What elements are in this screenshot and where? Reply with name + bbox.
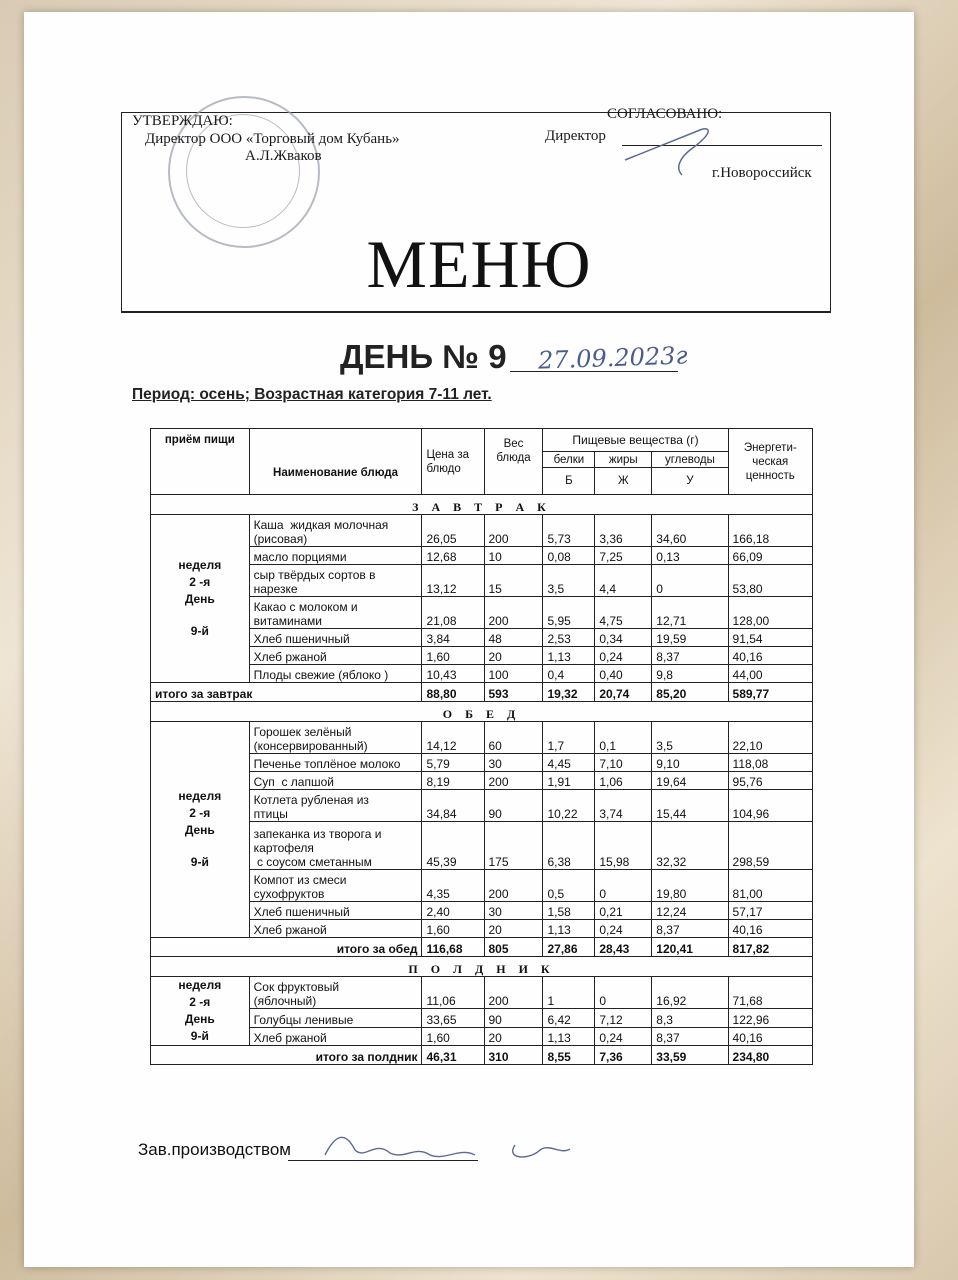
total-b: 8,55 bbox=[543, 1046, 595, 1065]
meal-group-label bbox=[151, 515, 250, 683]
cell-b: 6,42 bbox=[543, 1009, 595, 1027]
cell-weight: 200 bbox=[484, 597, 543, 629]
table-row bbox=[151, 754, 813, 772]
dish-name-line: сыр твёрдых сортов в bbox=[253, 568, 376, 582]
total-weight: 310 bbox=[484, 1046, 543, 1065]
cell-e: 22,10 bbox=[728, 722, 812, 754]
cell-b: 6,38 bbox=[543, 822, 595, 870]
col-header-nutrients: Пищевые вещества (г) bbox=[543, 429, 728, 452]
cell-f: 7,12 bbox=[595, 1009, 652, 1027]
cell-f: 0,24 bbox=[595, 920, 652, 938]
cell-weight: 200 bbox=[484, 515, 543, 547]
cell-e: 122,96 bbox=[728, 1009, 812, 1027]
cell-b: 1,58 bbox=[543, 902, 595, 920]
cell-price: 1,60 bbox=[422, 1027, 484, 1045]
total-row bbox=[151, 683, 813, 702]
dish-name-line: Какао с молоком и bbox=[253, 600, 358, 614]
cell-weight: 48 bbox=[484, 629, 543, 647]
dish-name-line: Хлеб ржаной bbox=[253, 650, 327, 664]
cell-f: 7,25 bbox=[595, 547, 652, 565]
dish-name-line: сухофруктов bbox=[253, 887, 325, 901]
cell-weight: 200 bbox=[484, 772, 543, 790]
cell-price: 2,40 bbox=[422, 902, 484, 920]
table-row bbox=[151, 772, 813, 790]
cell-f: 0,24 bbox=[595, 1027, 652, 1045]
cell-e: 298,59 bbox=[728, 822, 812, 870]
cell-price: 3,84 bbox=[422, 629, 484, 647]
cell-c: 32,32 bbox=[652, 822, 728, 870]
cell-weight: 60 bbox=[484, 722, 543, 754]
cell-b: 3,5 bbox=[543, 565, 595, 597]
total-price: 88,80 bbox=[422, 683, 484, 702]
cell-c: 3,5 bbox=[652, 722, 728, 754]
cell-b: 5,95 bbox=[543, 597, 595, 629]
table-row bbox=[151, 870, 813, 902]
col-header-dish: Наименование блюда bbox=[249, 429, 422, 495]
total-c: 85,20 bbox=[652, 683, 728, 702]
dish-name-line: витаминами bbox=[253, 614, 322, 628]
dish-name bbox=[249, 790, 422, 822]
footer-label: Зав.производством bbox=[138, 1140, 291, 1159]
dish-name bbox=[249, 515, 422, 547]
group-label-line: День bbox=[184, 592, 215, 606]
total-e: 589,77 bbox=[728, 683, 812, 702]
cell-c: 8,37 bbox=[652, 1027, 728, 1045]
cell-b: 1,13 bbox=[543, 920, 595, 938]
dish-name-line: Печенье топлёное молоко bbox=[253, 757, 401, 771]
cell-price: 11,06 bbox=[422, 977, 484, 1009]
dish-name-line: Хлеб ржаной bbox=[253, 1031, 327, 1045]
cell-f: 0,21 bbox=[595, 902, 652, 920]
cell-weight: 30 bbox=[484, 754, 543, 772]
dish-name-line: (яблочный) bbox=[253, 994, 317, 1009]
group-label-line: неделя bbox=[178, 789, 222, 803]
approve-position: Директор ООО «Торговый дом Кубань» bbox=[145, 131, 400, 147]
cell-b: 0,5 bbox=[543, 870, 595, 902]
total-price: 46,31 bbox=[422, 1046, 484, 1065]
cell-e: 40,16 bbox=[728, 1027, 812, 1045]
cell-e: 91,54 bbox=[728, 629, 812, 647]
dish-name bbox=[249, 902, 422, 920]
total-f: 20,74 bbox=[595, 683, 652, 702]
table-row bbox=[151, 790, 813, 822]
meal-group-label bbox=[151, 977, 250, 1046]
cell-b: 10,22 bbox=[543, 790, 595, 822]
cell-b: 1,13 bbox=[543, 1027, 595, 1045]
total-e: 234,80 bbox=[728, 1046, 812, 1065]
cell-price: 12,68 bbox=[422, 547, 484, 565]
cell-c: 0 bbox=[652, 565, 728, 597]
table-row bbox=[151, 647, 813, 665]
total-e: 817,82 bbox=[728, 938, 812, 957]
dish-name-line: с соусом сметанным bbox=[253, 855, 372, 869]
cell-price: 45,39 bbox=[422, 822, 484, 870]
cell-price: 34,84 bbox=[422, 790, 484, 822]
cell-e: 40,16 bbox=[728, 920, 812, 938]
cell-weight: 20 bbox=[484, 1027, 543, 1045]
cell-b: 1,7 bbox=[543, 722, 595, 754]
dish-name-line: картофеля bbox=[253, 841, 314, 855]
table-row bbox=[151, 1009, 813, 1027]
cell-c: 0,13 bbox=[652, 547, 728, 565]
col-header-fat: жиры bbox=[595, 452, 652, 468]
cell-b: 1,91 bbox=[543, 772, 595, 790]
dish-name bbox=[249, 754, 422, 772]
table-row bbox=[151, 629, 813, 647]
dish-name-line: Компот из смеси bbox=[253, 873, 347, 887]
total-b: 19,32 bbox=[543, 683, 595, 702]
cell-price: 33,65 bbox=[422, 1009, 484, 1027]
cell-weight: 90 bbox=[484, 790, 543, 822]
col-header-weight: Вес блюда bbox=[484, 429, 543, 495]
cell-weight: 30 bbox=[484, 902, 543, 920]
cell-f: 4,75 bbox=[595, 597, 652, 629]
cell-c: 15,44 bbox=[652, 790, 728, 822]
table-row bbox=[151, 565, 813, 597]
group-label-line: неделя bbox=[178, 558, 222, 572]
dish-name bbox=[249, 629, 422, 647]
group-label-line bbox=[155, 608, 245, 623]
cell-e: 95,76 bbox=[728, 772, 812, 790]
group-label-line: неделя bbox=[178, 978, 222, 992]
total-weight: 805 bbox=[484, 938, 543, 957]
agreed-title: СОГЛАСОВАНО: bbox=[607, 106, 723, 122]
cell-f: 0,40 bbox=[595, 665, 652, 683]
cell-price: 21,08 bbox=[422, 597, 484, 629]
cell-f: 0,24 bbox=[595, 647, 652, 665]
period-line bbox=[132, 386, 492, 404]
col-header-energy: Энергети-ческая ценность bbox=[728, 429, 812, 495]
group-label-line: 9-й bbox=[190, 1029, 209, 1043]
col-header-protein: белки bbox=[543, 452, 595, 468]
production-head-signature bbox=[315, 1125, 575, 1170]
cell-f: 0,34 bbox=[595, 629, 652, 647]
dish-name-line: запеканка из творога и bbox=[253, 827, 382, 841]
dish-name-line: нарезке bbox=[253, 582, 298, 596]
cell-e: 44,00 bbox=[728, 665, 812, 683]
table-row bbox=[151, 822, 813, 870]
cell-c: 19,64 bbox=[652, 772, 728, 790]
agreed-position: Директор bbox=[545, 128, 606, 144]
cell-f: 3,36 bbox=[595, 515, 652, 547]
group-label-line: День bbox=[184, 1012, 215, 1026]
cell-f: 0 bbox=[595, 977, 652, 1009]
page-title: МЕНЮ bbox=[366, 226, 592, 302]
cell-weight: 200 bbox=[484, 977, 543, 1009]
cell-weight: 15 bbox=[484, 565, 543, 597]
dish-name-line: (консервированный) bbox=[253, 739, 368, 753]
cell-price: 8,19 bbox=[422, 772, 484, 790]
dish-name bbox=[249, 665, 422, 683]
table-row bbox=[151, 665, 813, 683]
col-header-carbs: углеводы bbox=[652, 452, 728, 468]
section-title-breakfast: З А В Т Р А К bbox=[151, 495, 813, 515]
dish-name bbox=[249, 565, 422, 597]
cell-b: 0,08 bbox=[543, 547, 595, 565]
col-header-price: Цена за блюдо bbox=[422, 429, 484, 495]
col-header-zh: Ж bbox=[595, 468, 652, 495]
cell-c: 16,92 bbox=[652, 977, 728, 1009]
dish-name-line: масло порциями bbox=[253, 550, 347, 564]
dish-name bbox=[249, 597, 422, 629]
section-title-snack: П О Л Д Н И К bbox=[151, 957, 813, 977]
cell-b: 2,53 bbox=[543, 629, 595, 647]
table-row bbox=[151, 722, 813, 754]
cell-b: 5,73 bbox=[543, 515, 595, 547]
cell-f: 4,4 bbox=[595, 565, 652, 597]
total-label: итого за полдник bbox=[151, 1046, 422, 1065]
total-c: 33,59 bbox=[652, 1046, 728, 1065]
dish-name-line: Котлета рубленая из bbox=[253, 793, 369, 807]
cell-f: 0,1 bbox=[595, 722, 652, 754]
approve-name: А.Л.Жваков bbox=[245, 148, 322, 164]
cell-e: 81,00 bbox=[728, 870, 812, 902]
total-label: итого за обед bbox=[151, 938, 422, 957]
cell-weight: 10 bbox=[484, 547, 543, 565]
dish-name bbox=[249, 547, 422, 565]
group-label-line: 9-й bbox=[190, 855, 209, 869]
dish-name bbox=[249, 920, 422, 938]
cell-price: 13,12 bbox=[422, 565, 484, 597]
cell-f: 1,06 bbox=[595, 772, 652, 790]
total-b: 27,86 bbox=[543, 938, 595, 957]
approve-title: УТВЕРЖДАЮ: bbox=[132, 113, 233, 129]
table-row bbox=[151, 515, 813, 547]
cell-weight: 200 bbox=[484, 870, 543, 902]
cell-c: 8,37 bbox=[652, 920, 728, 938]
day-label: ДЕНЬ № 9 bbox=[340, 338, 507, 375]
total-c: 120,41 bbox=[652, 938, 728, 957]
cell-f: 15,98 bbox=[595, 822, 652, 870]
dish-name bbox=[249, 822, 422, 870]
dish-name bbox=[249, 1009, 422, 1027]
cell-price: 10,43 bbox=[422, 665, 484, 683]
dish-name-line: Голубцы ленивые bbox=[253, 1012, 354, 1027]
total-row bbox=[151, 938, 813, 957]
cell-c: 34,60 bbox=[652, 515, 728, 547]
cell-b: 4,45 bbox=[543, 754, 595, 772]
cell-price: 1,60 bbox=[422, 647, 484, 665]
dish-name bbox=[249, 977, 422, 1009]
section-title-lunch: О Б Е Д bbox=[151, 702, 813, 722]
col-header-u: У bbox=[652, 468, 728, 495]
cell-price: 5,79 bbox=[422, 754, 484, 772]
cell-e: 66,09 bbox=[728, 547, 812, 565]
handwritten-date: 27.09.2023г bbox=[537, 341, 688, 375]
dish-name-line: Каша жидкая молочная bbox=[253, 518, 389, 532]
meal-group-label bbox=[151, 722, 250, 938]
cell-e: 71,68 bbox=[728, 977, 812, 1009]
total-row bbox=[151, 1046, 813, 1065]
cell-c: 19,80 bbox=[652, 870, 728, 902]
cell-c: 8,3 bbox=[652, 1009, 728, 1027]
group-label-line: День bbox=[184, 823, 215, 837]
cell-weight: 90 bbox=[484, 1009, 543, 1027]
dish-name-line: Хлеб пшеничный bbox=[253, 905, 350, 919]
cell-e: 104,96 bbox=[728, 790, 812, 822]
total-f: 28,43 bbox=[595, 938, 652, 957]
dish-name bbox=[249, 1027, 422, 1045]
col-header-meal: приём пищи bbox=[151, 429, 250, 495]
dish-name-line: Плоды свежие (яблоко ) bbox=[253, 668, 389, 682]
cell-f: 7,10 bbox=[595, 754, 652, 772]
cell-e: 40,16 bbox=[728, 647, 812, 665]
cell-e: 166,18 bbox=[728, 515, 812, 547]
cell-b: 1,13 bbox=[543, 647, 595, 665]
cell-price: 4,35 bbox=[422, 870, 484, 902]
cell-c: 12,71 bbox=[652, 597, 728, 629]
cell-e: 53,80 bbox=[728, 565, 812, 597]
table-row bbox=[151, 547, 813, 565]
cell-c: 12,24 bbox=[652, 902, 728, 920]
cell-price: 26,05 bbox=[422, 515, 484, 547]
cell-e: 118,08 bbox=[728, 754, 812, 772]
total-price: 116,68 bbox=[422, 938, 484, 957]
table-row bbox=[151, 977, 813, 1009]
cell-c: 19,59 bbox=[652, 629, 728, 647]
menu-table bbox=[150, 428, 813, 1065]
dish-name-line: Хлеб пшеничный bbox=[253, 632, 350, 646]
total-weight: 593 bbox=[484, 683, 543, 702]
dish-name bbox=[249, 870, 422, 902]
dish-name bbox=[249, 772, 422, 790]
dish-name bbox=[249, 647, 422, 665]
dish-name-line: Сок фруктовый bbox=[253, 980, 340, 995]
cell-e: 128,00 bbox=[728, 597, 812, 629]
cell-price: 1,60 bbox=[422, 920, 484, 938]
group-label-line: 2 -я bbox=[189, 995, 211, 1009]
title-rule bbox=[121, 311, 831, 313]
dish-name-line: Хлеб ржаной bbox=[253, 923, 327, 937]
cell-weight: 175 bbox=[484, 822, 543, 870]
cell-b: 0,4 bbox=[543, 665, 595, 683]
table-row bbox=[151, 920, 813, 938]
group-label-line: 9-й bbox=[190, 624, 209, 638]
group-label-line: 2 -я bbox=[189, 575, 211, 589]
dish-name-line: птицы bbox=[253, 807, 288, 821]
cell-f: 3,74 bbox=[595, 790, 652, 822]
cell-weight: 100 bbox=[484, 665, 543, 683]
total-f: 7,36 bbox=[595, 1046, 652, 1065]
table-row bbox=[151, 1027, 813, 1045]
total-label: итого за завтрак bbox=[151, 683, 422, 702]
cell-c: 8,37 bbox=[652, 647, 728, 665]
dish-name-line: Горошек зелёный bbox=[253, 725, 352, 739]
cell-price: 14,12 bbox=[422, 722, 484, 754]
group-label-line bbox=[155, 839, 245, 854]
cell-weight: 20 bbox=[484, 647, 543, 665]
cell-c: 9,8 bbox=[652, 665, 728, 683]
group-label-line: 2 -я bbox=[189, 806, 211, 820]
period-text: Период: осень; Возрастная категория 7-11 лет. bbox=[132, 386, 492, 403]
agreed-city: г.Новороссийск bbox=[712, 165, 812, 181]
cell-e: 57,17 bbox=[728, 902, 812, 920]
dish-name-line: Суп с лапшой bbox=[253, 775, 334, 789]
cell-c: 9,10 bbox=[652, 754, 728, 772]
table-row bbox=[151, 597, 813, 629]
cell-weight: 20 bbox=[484, 920, 543, 938]
dish-name-line: (рисовая) bbox=[253, 532, 308, 546]
table-row bbox=[151, 902, 813, 920]
cell-b: 1 bbox=[543, 977, 595, 1009]
col-header-b: Б bbox=[543, 468, 595, 495]
dish-name bbox=[249, 722, 422, 754]
cell-f: 0 bbox=[595, 870, 652, 902]
